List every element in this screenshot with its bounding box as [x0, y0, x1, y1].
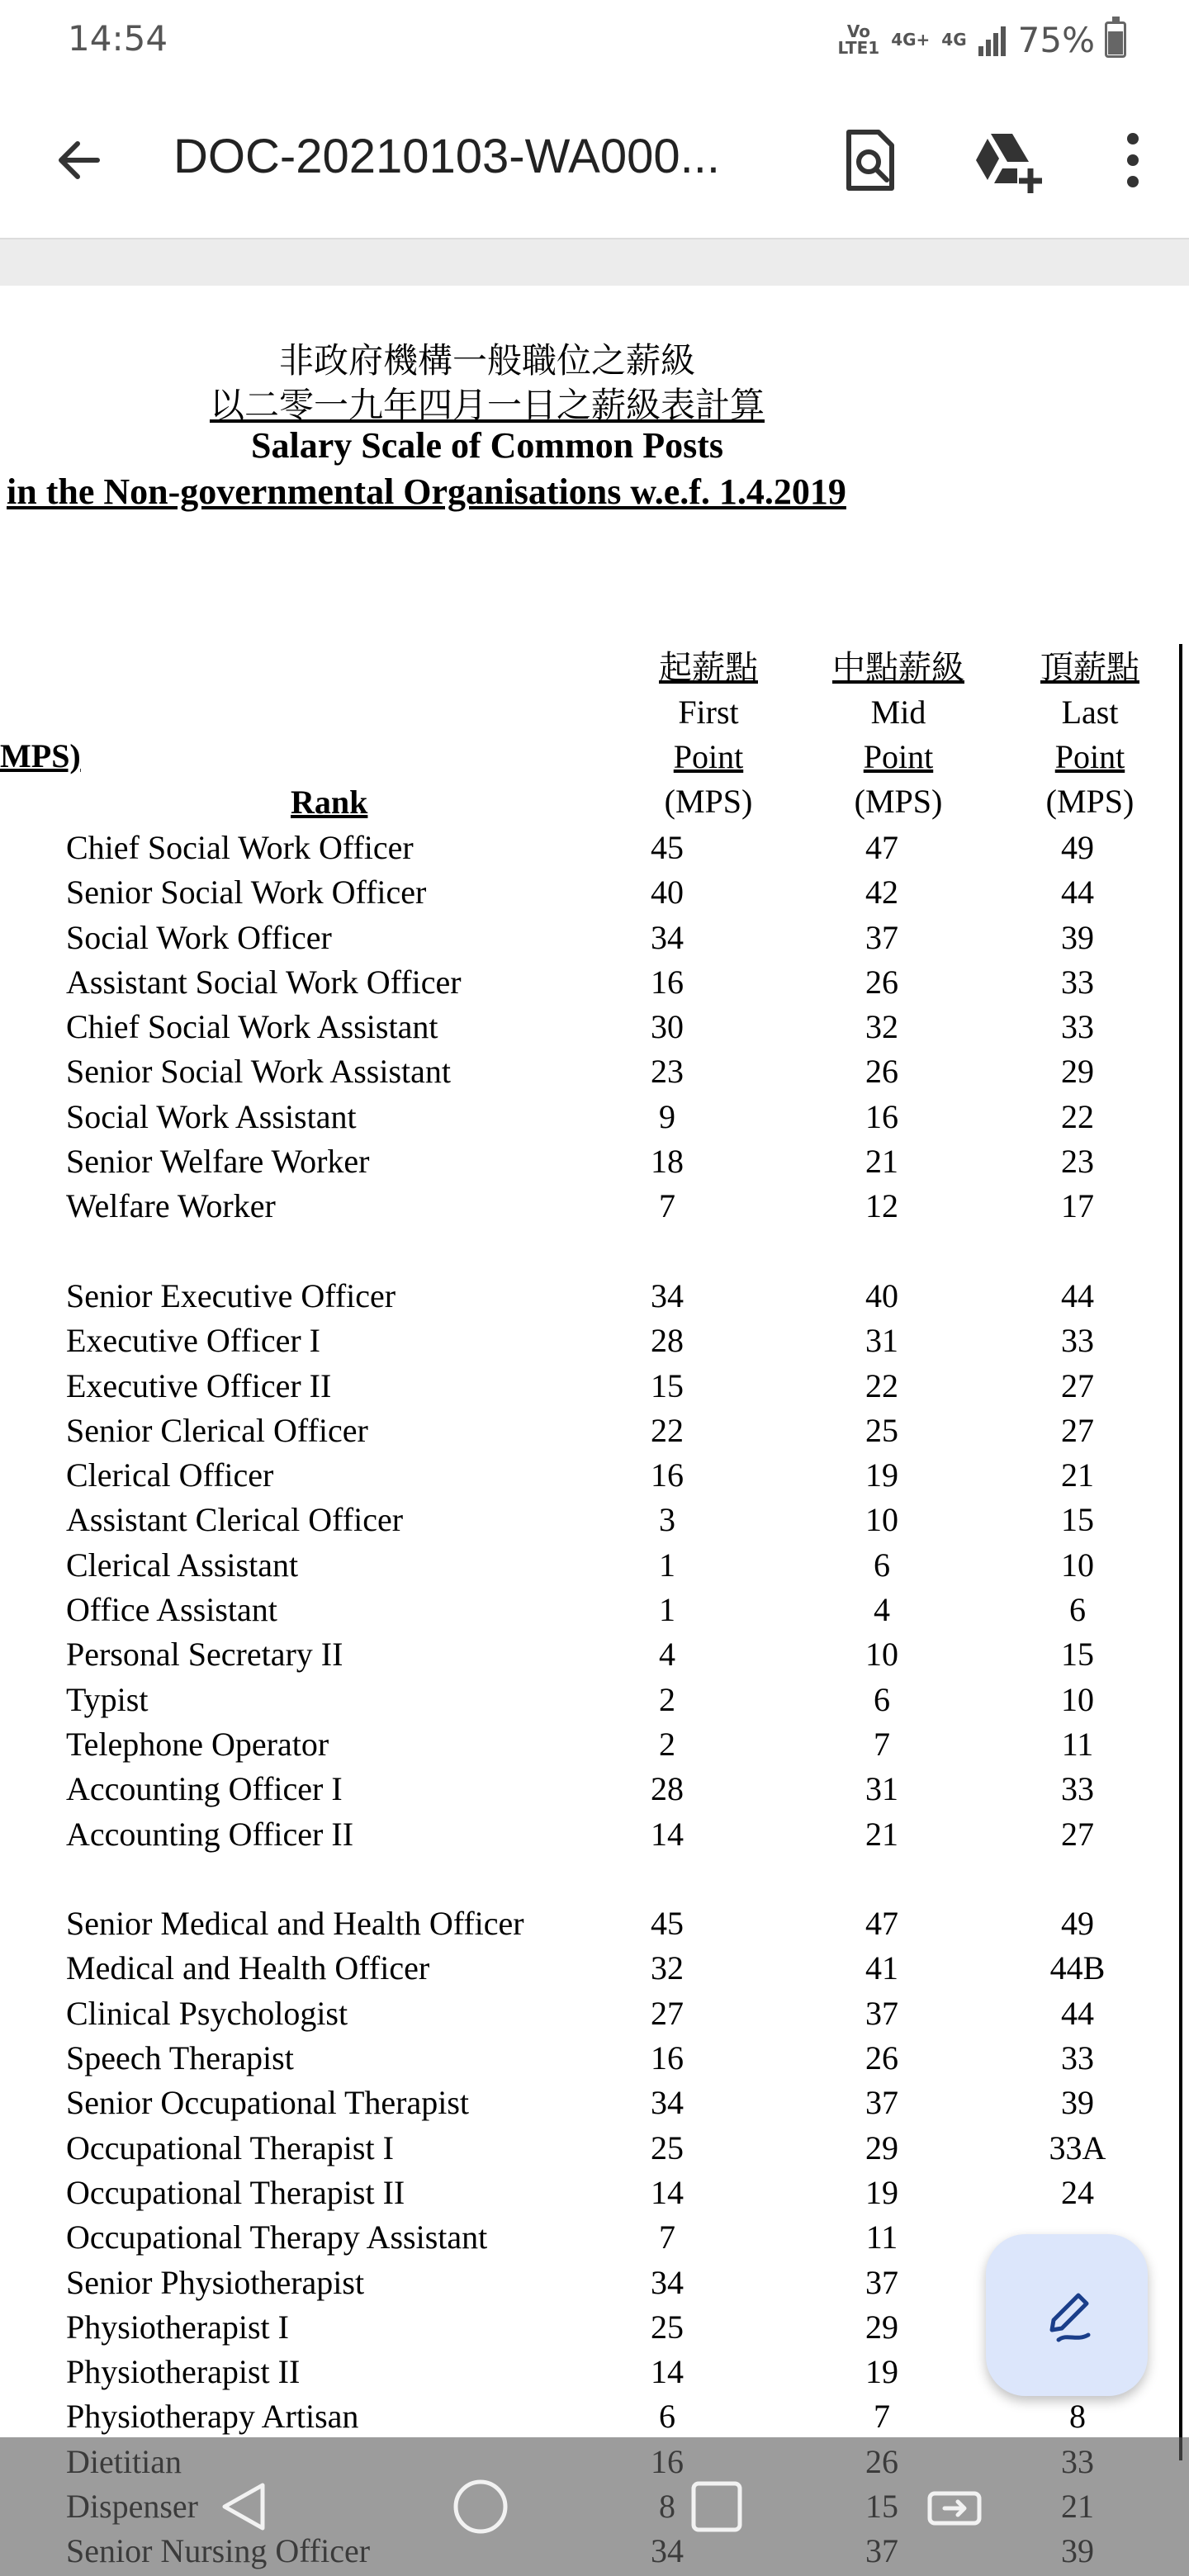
- first-point-cell: 7: [659, 2218, 675, 2256]
- mid-point-cell: 37: [865, 918, 898, 956]
- mid-point-cell: 22: [865, 1366, 898, 1404]
- column-header-first-point: 起薪點 First Point (MPS): [659, 649, 758, 820]
- first-point-cell: 1: [659, 1546, 675, 1584]
- rank-cell: Executive Officer I: [66, 1322, 320, 1360]
- last-point-cell: 8: [1069, 2398, 1086, 2436]
- first-point-cell: 14: [651, 2353, 684, 2391]
- first-point-cell: 23: [651, 1053, 684, 1091]
- rank-cell: Speech Therapist: [66, 2039, 294, 2077]
- table-row: [0, 2126, 1189, 2171]
- rank-cell: Social Work Assistant: [66, 1097, 357, 1135]
- last-point-cell: 49: [1061, 829, 1094, 866]
- mid-point-cell: 6: [874, 1680, 890, 1718]
- section-gap: [0, 1229, 1189, 1274]
- mid-point-cell: 41: [865, 1949, 898, 1987]
- add-to-drive-icon[interactable]: [966, 121, 1045, 200]
- table-row: [0, 2171, 1189, 2215]
- mid-point-cell: 29: [865, 2308, 898, 2346]
- table-row: [0, 1991, 1189, 2036]
- battery-percentage: 75%: [1017, 19, 1095, 60]
- mid-point-cell: 29: [865, 2129, 898, 2166]
- first-point-cell: 45: [651, 1905, 684, 1943]
- first-point-cell: 25: [651, 2308, 684, 2346]
- mid-point-cell: 4: [874, 1591, 890, 1629]
- rank-cell: Occupational Therapist II: [66, 2173, 405, 2211]
- first-point-cell: 18: [651, 1143, 684, 1181]
- table-row: [0, 1274, 1189, 1319]
- last-point-cell: 22: [1061, 1097, 1094, 1135]
- mid-point-cell: 12: [865, 1187, 898, 1225]
- edit-icon: [1034, 2282, 1100, 2348]
- rank-cell: Physiotherapist II: [66, 2353, 301, 2391]
- mid-point-cell: 42: [865, 874, 898, 912]
- first-point-cell: 16: [651, 2039, 684, 2077]
- first-point-cell: 2: [659, 1725, 675, 1763]
- rank-cell: Physiotherapy Artisan: [66, 2398, 359, 2436]
- rank-cell: Assistant Social Work Officer: [66, 963, 462, 1001]
- table-row: [0, 916, 1189, 960]
- mid-point-cell: 21: [865, 1143, 898, 1181]
- table-row: [0, 1901, 1189, 1946]
- last-point-cell: 10: [1061, 1546, 1094, 1584]
- last-point-cell: 33: [1061, 1008, 1094, 1046]
- rank-cell: Assistant Clerical Officer: [66, 1501, 404, 1539]
- table-row: [0, 1588, 1189, 1632]
- last-point-cell: 15: [1061, 1636, 1094, 1674]
- first-point-cell: 40: [651, 874, 684, 912]
- last-point-cell: 27: [1061, 1411, 1094, 1449]
- first-point-cell: 32: [651, 1949, 684, 1987]
- rank-cell: Occupational Therapy Assistant: [66, 2218, 488, 2256]
- table-row: [0, 1409, 1189, 1453]
- rotate-screen-icon[interactable]: [921, 2474, 988, 2540]
- title-chinese-line-1: 非政府機構一般職位之薪級: [278, 343, 695, 381]
- table-row: [0, 960, 1189, 1005]
- nav-recents-icon[interactable]: [684, 2474, 750, 2540]
- mid-point-cell: 19: [865, 1456, 898, 1494]
- table-row: [0, 1049, 1189, 1094]
- first-point-cell: 25: [651, 2129, 684, 2166]
- mid-point-cell: 19: [865, 2353, 898, 2391]
- last-point-cell: 39: [1061, 2084, 1094, 2122]
- table-row: [0, 1095, 1189, 1139]
- table-row: [0, 1632, 1189, 1677]
- rank-cell: Telephone Operator: [66, 1725, 329, 1763]
- mid-point-cell: 47: [865, 1905, 898, 1943]
- more-vert-icon[interactable]: [1093, 121, 1172, 200]
- last-point-cell: 10: [1061, 1680, 1094, 1718]
- app-bar: [0, 79, 1189, 236]
- rank-cell: Chief Social Work Officer: [66, 829, 414, 866]
- mid-point-cell: 40: [865, 1276, 898, 1314]
- last-point-cell: 33: [1061, 1322, 1094, 1360]
- rank-cell: Executive Officer II: [66, 1366, 332, 1404]
- last-point-cell: 33: [1061, 1770, 1094, 1808]
- last-point-cell: 49: [1061, 1905, 1094, 1943]
- rank-cell: Typist: [66, 1680, 149, 1718]
- rank-cell: Senior Clerical Officer: [66, 1411, 368, 1449]
- battery-icon: [1105, 21, 1126, 58]
- mid-point-cell: 7: [874, 2398, 890, 2436]
- first-point-cell: 28: [651, 1770, 684, 1808]
- table-row: [0, 1139, 1189, 1184]
- mid-point-cell: 26: [865, 2039, 898, 2077]
- mid-point-cell: 19: [865, 2173, 898, 2211]
- section-gap: [0, 1857, 1189, 1901]
- last-point-cell: 15: [1061, 1501, 1094, 1539]
- rank-cell: Senior Welfare Worker: [66, 1143, 370, 1181]
- last-point-cell: 44: [1061, 874, 1094, 912]
- last-point-cell: 17: [1061, 1187, 1094, 1225]
- last-point-cell: 44: [1061, 1276, 1094, 1314]
- rank-cell: Senior Physiotherapist: [66, 2263, 365, 2301]
- network-4g-indicator: 4G: [941, 30, 967, 50]
- last-point-cell: 44: [1061, 1994, 1094, 2032]
- nav-back-icon[interactable]: [211, 2474, 277, 2540]
- first-point-cell: 15: [651, 1366, 684, 1404]
- table-row: [0, 1319, 1189, 1363]
- first-point-cell: 34: [651, 2263, 684, 2301]
- mid-point-cell: 16: [865, 1097, 898, 1135]
- table-row: [0, 870, 1189, 915]
- mid-point-cell: 6: [874, 1546, 890, 1584]
- rank-cell: Senior Occupational Therapist: [66, 2084, 470, 2122]
- first-point-cell: 22: [651, 1411, 684, 1449]
- first-point-cell: 34: [651, 2084, 684, 2122]
- last-point-cell: 11: [1061, 1725, 1094, 1763]
- nav-home-icon[interactable]: [448, 2474, 514, 2540]
- first-point-cell: 9: [659, 1097, 675, 1135]
- last-point-cell: 33: [1061, 2039, 1094, 2077]
- last-point-cell: 27: [1061, 1366, 1094, 1404]
- rank-cell: Medical and Health Officer: [66, 1949, 430, 1987]
- find-in-page-icon[interactable]: [831, 121, 910, 200]
- mid-point-cell: 47: [865, 829, 898, 866]
- first-point-cell: 6: [659, 2398, 675, 2436]
- table-row: [0, 1453, 1189, 1498]
- network-4g-plus-indicator: 4G+: [891, 30, 931, 50]
- table-row: [0, 1498, 1189, 1542]
- table-row: [0, 1767, 1189, 1811]
- last-point-cell: 6: [1069, 1591, 1086, 1629]
- first-point-cell: 14: [651, 2173, 684, 2211]
- rank-cell: Office Assistant: [66, 1591, 277, 1629]
- rank-cell: Senior Executive Officer: [66, 1276, 396, 1314]
- last-point-cell: 33: [1061, 963, 1094, 1001]
- rank-cell: Social Work Officer: [66, 918, 332, 956]
- table-row: [0, 1184, 1189, 1229]
- rank-cell: Accounting Officer II: [66, 1815, 354, 1853]
- first-point-cell: 4: [659, 1636, 675, 1674]
- mid-point-cell: 10: [865, 1636, 898, 1674]
- status-bar: [0, 0, 1189, 79]
- toolbar-divider: [0, 238, 1189, 287]
- title-english-line-1: Salary Scale of Common Posts: [251, 425, 723, 466]
- volte-indicator: Vo LTE1: [837, 21, 880, 58]
- navigation-bar: [0, 2437, 1189, 2576]
- mid-point-cell: 31: [865, 1322, 898, 1360]
- title-english-line-2: in the Non-governmental Organisations w.e.f. 1.4.2019: [7, 471, 846, 512]
- first-point-cell: 30: [651, 1008, 684, 1046]
- mid-point-cell: 31: [865, 1770, 898, 1808]
- first-point-cell: 7: [659, 1187, 675, 1225]
- last-point-cell: 27: [1061, 1815, 1094, 1853]
- table-row: [0, 1946, 1189, 1991]
- first-point-cell: 45: [651, 829, 684, 866]
- arrow-back-icon[interactable]: [48, 127, 114, 193]
- table-row: [0, 2036, 1189, 2081]
- first-point-cell: 3: [659, 1501, 675, 1539]
- first-point-cell: 2: [659, 1680, 675, 1718]
- mid-point-cell: 7: [874, 1725, 890, 1763]
- status-icons: [838, 17, 1126, 63]
- edit-fab[interactable]: [986, 2234, 1148, 2396]
- table-row: [0, 1364, 1189, 1409]
- last-point-cell: 24: [1061, 2173, 1094, 2211]
- first-point-cell: 28: [651, 1322, 684, 1360]
- rank-cell: Senior Medical and Health Officer: [66, 1905, 524, 1943]
- table-row: [0, 826, 1189, 870]
- signal-strength-icon: [978, 23, 1008, 56]
- mid-point-cell: 37: [865, 2263, 898, 2301]
- first-point-cell: 34: [651, 918, 684, 956]
- mid-point-cell: 25: [865, 1411, 898, 1449]
- rank-cell: Accounting Officer I: [66, 1770, 343, 1808]
- first-point-cell: 16: [651, 1456, 684, 1494]
- rank-cell: Senior Social Work Officer: [66, 874, 427, 912]
- first-point-cell: 16: [651, 963, 684, 1001]
- column-header-last-point: 頂薪點 Last Point (MPS): [1040, 649, 1139, 820]
- rank-cell: Clerical Assistant: [66, 1546, 299, 1584]
- table-row: [0, 1543, 1189, 1588]
- mid-point-cell: 11: [865, 2218, 898, 2256]
- column-header-rank: Rank: [291, 784, 368, 821]
- column-header-mid-point: 中點薪級 Mid Point (MPS): [832, 649, 964, 820]
- mid-point-cell: 26: [865, 1053, 898, 1091]
- status-time: 14:54: [68, 18, 168, 59]
- last-point-cell: 23: [1061, 1143, 1094, 1181]
- table-row: [0, 1678, 1189, 1722]
- rank-cell: Senior Social Work Assistant: [66, 1053, 452, 1091]
- rank-cell: Personal Secretary II: [66, 1636, 343, 1674]
- mid-point-cell: 26: [865, 963, 898, 1001]
- rank-cell: Clinical Psychologist: [66, 1994, 348, 2032]
- last-point-cell: 44B: [1049, 1949, 1106, 1987]
- first-point-cell: 34: [651, 1276, 684, 1314]
- first-point-cell: 27: [651, 1994, 684, 2032]
- mid-point-cell: 21: [865, 1815, 898, 1853]
- mid-point-cell: 10: [865, 1501, 898, 1539]
- document-page[interactable]: [0, 286, 1189, 2436]
- rank-cell: Clerical Officer: [66, 1456, 274, 1494]
- rank-cell: Occupational Therapist I: [66, 2129, 394, 2166]
- rank-cell: Physiotherapist I: [66, 2308, 289, 2346]
- rank-cell: Chief Social Work Assistant: [66, 1008, 438, 1046]
- table-row: [0, 1722, 1189, 1767]
- table-row: [0, 2081, 1189, 2125]
- mps-column-fragment: MPS): [0, 737, 81, 774]
- rank-cell: Welfare Worker: [66, 1187, 276, 1225]
- first-point-cell: 14: [651, 1815, 684, 1853]
- mid-point-cell: 37: [865, 2084, 898, 2122]
- last-point-cell: 33A: [1049, 2129, 1106, 2166]
- table-row: [0, 1005, 1189, 1049]
- first-point-cell: 1: [659, 1591, 675, 1629]
- last-point-cell: 29: [1061, 1053, 1094, 1091]
- mid-point-cell: 32: [865, 1008, 898, 1046]
- document-title: DOC-20210103-WA000...: [173, 130, 720, 183]
- table-row: [0, 2394, 1189, 2439]
- last-point-cell: 21: [1061, 1456, 1094, 1494]
- title-chinese-line-2: 以二零一九年四月一日之薪級表計算: [209, 387, 765, 425]
- mid-point-cell: 37: [865, 1994, 898, 2032]
- last-point-cell: 39: [1061, 918, 1094, 956]
- table-row: [0, 1812, 1189, 1857]
